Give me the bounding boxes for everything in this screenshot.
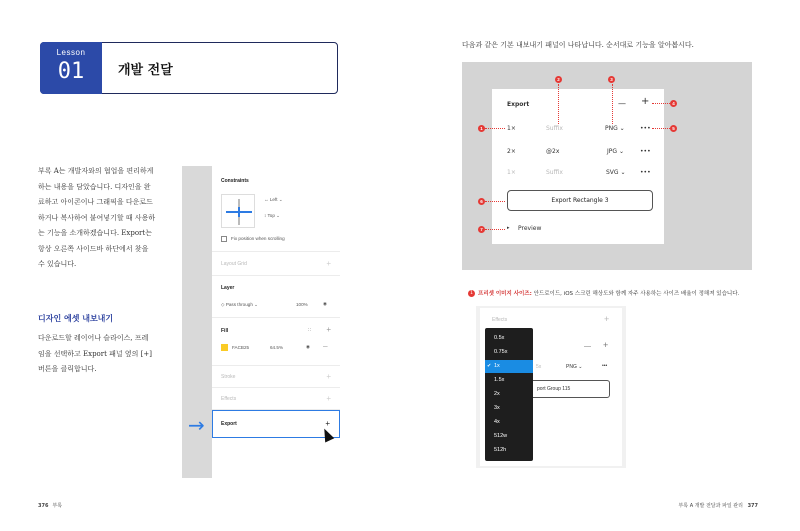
lesson-number: 01 bbox=[57, 59, 85, 84]
constraint-widget[interactable] bbox=[221, 194, 255, 228]
fix-position-label: Fix position when scrolling bbox=[231, 236, 285, 241]
fig2-remove-icon[interactable]: — bbox=[584, 343, 591, 350]
export-add-icon[interactable]: + bbox=[641, 96, 650, 107]
footer-right bbox=[678, 502, 762, 509]
fig2-effects-title: Effects bbox=[492, 317, 508, 323]
menu-item-2x[interactable]: 2x bbox=[494, 391, 500, 397]
constraints-title: Constraints bbox=[221, 178, 249, 184]
preview-toggle-icon[interactable]: ▸ bbox=[507, 225, 510, 231]
layout-grid-title: Layout Grid bbox=[221, 261, 247, 267]
layout-grid-section bbox=[212, 252, 340, 276]
intro-line: 료하고 아이콘이나 그래픽을 다운로드 bbox=[38, 198, 153, 206]
row2-format[interactable]: JPG ⌄ bbox=[607, 148, 624, 155]
intro-paragraph bbox=[38, 164, 176, 273]
lesson-tag bbox=[40, 42, 102, 94]
lesson-title: 개발 전달 bbox=[118, 63, 173, 78]
callout-4: 4 bbox=[670, 100, 677, 107]
footer-right-label: 부록 A 개발 전달과 파일 관리 bbox=[678, 503, 743, 509]
preview-label[interactable]: Preview bbox=[518, 225, 542, 232]
note-number: 1 bbox=[468, 290, 475, 297]
effects-add-icon[interactable]: + bbox=[326, 394, 331, 403]
fig2-effects-add-icon[interactable]: + bbox=[604, 314, 610, 324]
preset-note bbox=[468, 289, 739, 297]
section-heading: 디자인 에셋 내보내기 bbox=[38, 314, 114, 323]
eye-icon[interactable]: ◉ bbox=[323, 301, 328, 306]
fig2-more-icon[interactable]: ••• bbox=[602, 363, 608, 369]
stroke-section bbox=[212, 366, 340, 388]
intro-line: 하는 내용을 담았습니다. 디자인을 완 bbox=[38, 182, 151, 191]
fill-opacity[interactable]: 64.5% bbox=[270, 345, 284, 350]
fill-add-icon[interactable]: + bbox=[326, 325, 331, 334]
row2-format-value: JPG bbox=[607, 148, 618, 155]
fig2-export-button-label: port Group 115 bbox=[537, 386, 571, 392]
menu-item-512h[interactable]: 512h bbox=[494, 447, 507, 453]
fig2-format[interactable]: PNG ⌄ bbox=[566, 364, 583, 370]
callout-2: 2 bbox=[555, 76, 562, 83]
menu-item-1.5x[interactable]: 1.5x bbox=[494, 377, 505, 383]
scale-dropdown-menu bbox=[485, 328, 533, 461]
section-line: 다운로드할 레이어나 슬라이스, 프레 bbox=[38, 334, 149, 342]
fig2-format-value: PNG bbox=[566, 364, 577, 370]
fig2-suffix-partial[interactable]: 5x bbox=[536, 364, 542, 370]
figma-sidebar-figure bbox=[182, 166, 340, 478]
fig2-add-icon[interactable]: + bbox=[603, 340, 609, 350]
constraint-v-active bbox=[238, 207, 240, 217]
fig2-export-button[interactable] bbox=[530, 380, 610, 398]
export-title: Export bbox=[221, 421, 237, 427]
row2-more-icon[interactable]: ••• bbox=[640, 148, 651, 155]
lesson-label: Lesson bbox=[56, 48, 86, 57]
h-constraint-select[interactable]: ↔ Left ⌄ bbox=[264, 197, 283, 202]
intro-line: 수 있습니다. bbox=[38, 260, 77, 268]
row1-suffix[interactable]: Suffix bbox=[546, 125, 563, 132]
row2-suffix[interactable]: @2x bbox=[546, 148, 560, 155]
row1-scale[interactable]: 1× bbox=[507, 125, 516, 132]
callout-line bbox=[485, 229, 505, 230]
intro-line: 항상 오른쪽 사이드바 하단에서 찾을 bbox=[38, 244, 149, 253]
fill-section bbox=[212, 318, 340, 366]
callout-line bbox=[558, 84, 559, 124]
arrow-right-icon: → bbox=[188, 413, 205, 437]
intro-line: 부록 A는 개발자와의 협업을 편리하게 bbox=[38, 167, 154, 175]
export-panel-title: Export bbox=[507, 101, 530, 108]
callout-6: 6 bbox=[478, 198, 485, 205]
note-text: 안드로이드, iOS 스크린 해상도와 함께 자주 사용하는 사이즈 배율이 정해져 있습니다. bbox=[531, 291, 740, 297]
page-number-left: 376 bbox=[38, 503, 49, 509]
row2-scale[interactable]: 2× bbox=[507, 148, 516, 155]
blend-mode-value: Pass through bbox=[225, 302, 253, 307]
layer-title: Layer bbox=[221, 285, 235, 291]
callout-5: 5 bbox=[670, 125, 677, 132]
footer-left-label: 부록 bbox=[52, 503, 63, 509]
callout-line bbox=[652, 103, 670, 104]
fill-hex[interactable]: FACB25 bbox=[232, 345, 250, 350]
check-icon: ✔ bbox=[487, 363, 492, 369]
callout-1: 1 bbox=[478, 125, 485, 132]
row3-format[interactable]: SVG ⌄ bbox=[606, 169, 626, 176]
export-rectangle-button[interactable]: Export Rectangle 3 bbox=[507, 190, 653, 211]
fill-visibility-icon[interactable]: ◉ bbox=[306, 344, 311, 349]
right-intro: 다음과 같은 기본 내보내기 패널이 나타납니다. 순서대로 기능을 알아봅시다. bbox=[462, 41, 694, 49]
menu-item-512w[interactable]: 512w bbox=[494, 433, 508, 439]
constraints-section bbox=[212, 166, 340, 252]
section-line: 임을 선택하고 Export 패널 옆의 [+] bbox=[38, 349, 152, 358]
callout-line bbox=[485, 201, 505, 202]
layout-grid-add-icon[interactable]: + bbox=[326, 259, 331, 268]
styles-icon[interactable]: ∷ bbox=[308, 327, 311, 332]
blend-mode-select[interactable]: ◇ Pass through ⌄ bbox=[221, 302, 259, 307]
callout-line bbox=[652, 128, 670, 129]
stroke-title: Stroke bbox=[221, 374, 236, 380]
export-panel bbox=[492, 89, 664, 244]
row1-more-icon[interactable]: ••• bbox=[640, 125, 651, 132]
section-paragraph bbox=[38, 331, 176, 378]
stroke-add-icon[interactable]: + bbox=[326, 372, 331, 381]
fill-title: Fill bbox=[221, 328, 229, 334]
row3-scale[interactable]: 1× bbox=[507, 169, 516, 176]
effects-section bbox=[212, 388, 340, 410]
fill-remove-icon[interactable]: — bbox=[323, 344, 328, 349]
callout-7: 7 bbox=[478, 226, 485, 233]
export-add-button[interactable]: + bbox=[325, 419, 330, 428]
page-number-right: 377 bbox=[747, 503, 758, 509]
menu-item-0.75x[interactable]: 0.75x bbox=[494, 349, 508, 355]
menu-item-3x[interactable]: 3x bbox=[494, 405, 500, 411]
v-constraint-value: Top bbox=[267, 213, 275, 218]
lesson-header bbox=[40, 42, 338, 94]
callout-line bbox=[612, 84, 613, 124]
intro-line: 는 기능을 소개하겠습니다. Export는 bbox=[38, 229, 152, 237]
section-line: 버튼을 클릭합니다. bbox=[38, 365, 97, 373]
callout-line bbox=[485, 128, 505, 129]
effects-title: Effects bbox=[221, 396, 237, 402]
row3-suffix[interactable]: Suffix bbox=[546, 169, 563, 176]
row3-more-icon[interactable]: ••• bbox=[640, 169, 651, 176]
row3-format-value: SVG bbox=[606, 169, 619, 176]
row1-format[interactable]: PNG ⌄ bbox=[605, 125, 625, 132]
menu-item-0.5x[interactable]: 0.5x bbox=[494, 335, 505, 341]
layer-section bbox=[212, 276, 340, 318]
v-constraint-select[interactable]: ↕ Top ⌄ bbox=[264, 213, 281, 218]
fill-swatch[interactable] bbox=[221, 344, 228, 351]
menu-item-1x-label: 1x bbox=[494, 363, 500, 369]
fix-position-checkbox[interactable] bbox=[221, 236, 227, 242]
footer-left bbox=[38, 502, 62, 509]
h-constraint-value: Left bbox=[269, 197, 278, 202]
row1-format-value: PNG bbox=[605, 125, 618, 132]
intro-line: 하거나 복사하여 붙여넣기할 때 사용하 bbox=[38, 213, 156, 222]
menu-item-4x[interactable]: 4x bbox=[494, 419, 500, 425]
callout-3: 3 bbox=[608, 76, 615, 83]
layer-opacity[interactable]: 100% bbox=[296, 302, 308, 307]
note-label: 프리셋 이미지 사이즈: bbox=[478, 291, 532, 297]
export-remove-icon[interactable]: — bbox=[618, 99, 626, 108]
menu-item-1x-selected[interactable] bbox=[485, 360, 533, 373]
